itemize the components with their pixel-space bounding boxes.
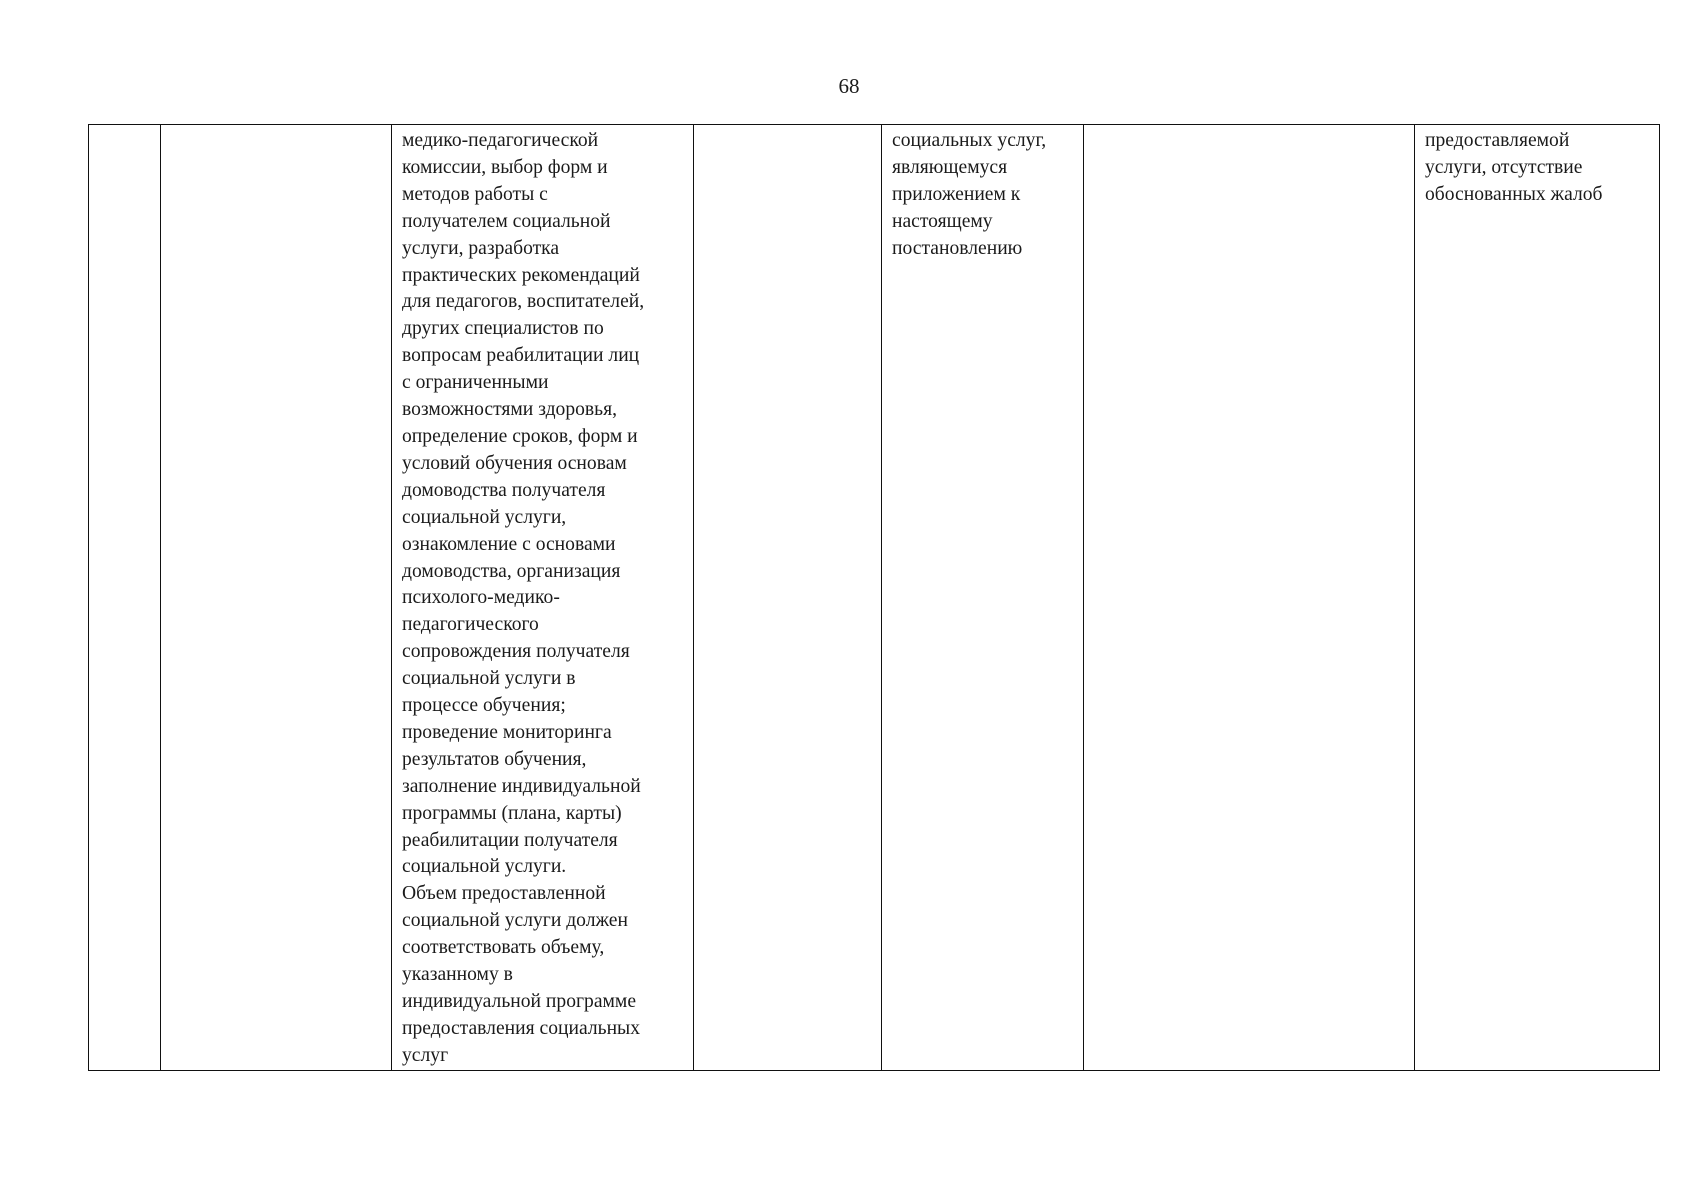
- cell-text: социальных услуг, являющемуся приложением к настоящему постановлению: [892, 130, 1047, 259]
- table-cell-service-terms: [694, 125, 882, 1071]
- table-row: [89, 125, 1660, 1071]
- page-number: 68: [838, 74, 860, 98]
- table-cell-service-description: [392, 125, 694, 1071]
- table-cell-number: [89, 125, 161, 1071]
- table-cell-tariffs: [882, 125, 1084, 1071]
- table-cell-evaluation-results: [1415, 125, 1660, 1071]
- table-cell-quality-indicators: [1084, 125, 1415, 1071]
- services-table: [88, 124, 1660, 1071]
- cell-text: предоставляемой услуги, отсутствие обоснованных жалоб: [1425, 130, 1603, 205]
- table-cell-service-name: [161, 125, 392, 1071]
- cell-text: медико-педагогической комиссии, выбор форм и методов работы с получателем социальной услуги, разработка практических рекомендаций для педагогов, воспитателей, других специалистов по вопросам реабилитации лиц с ограниченными возможностями здоровья, определение сроков, форм и условий обучения основам домоводства получателя социальной услуги, ознакомление с основами домоводства, организация психолого-медико- педагогического сопровождения получателя социальной услуги в процессе обучения; проведение мониторинга результатов обучения, заполнение индивидуальной программы (плана, карты) реабилитации получателя социальной услуги. Объем предоставленной социальной услуги должен соответствовать объему, указанному в индивидуальной программе предоставления социальных услуг: [402, 130, 645, 1066]
